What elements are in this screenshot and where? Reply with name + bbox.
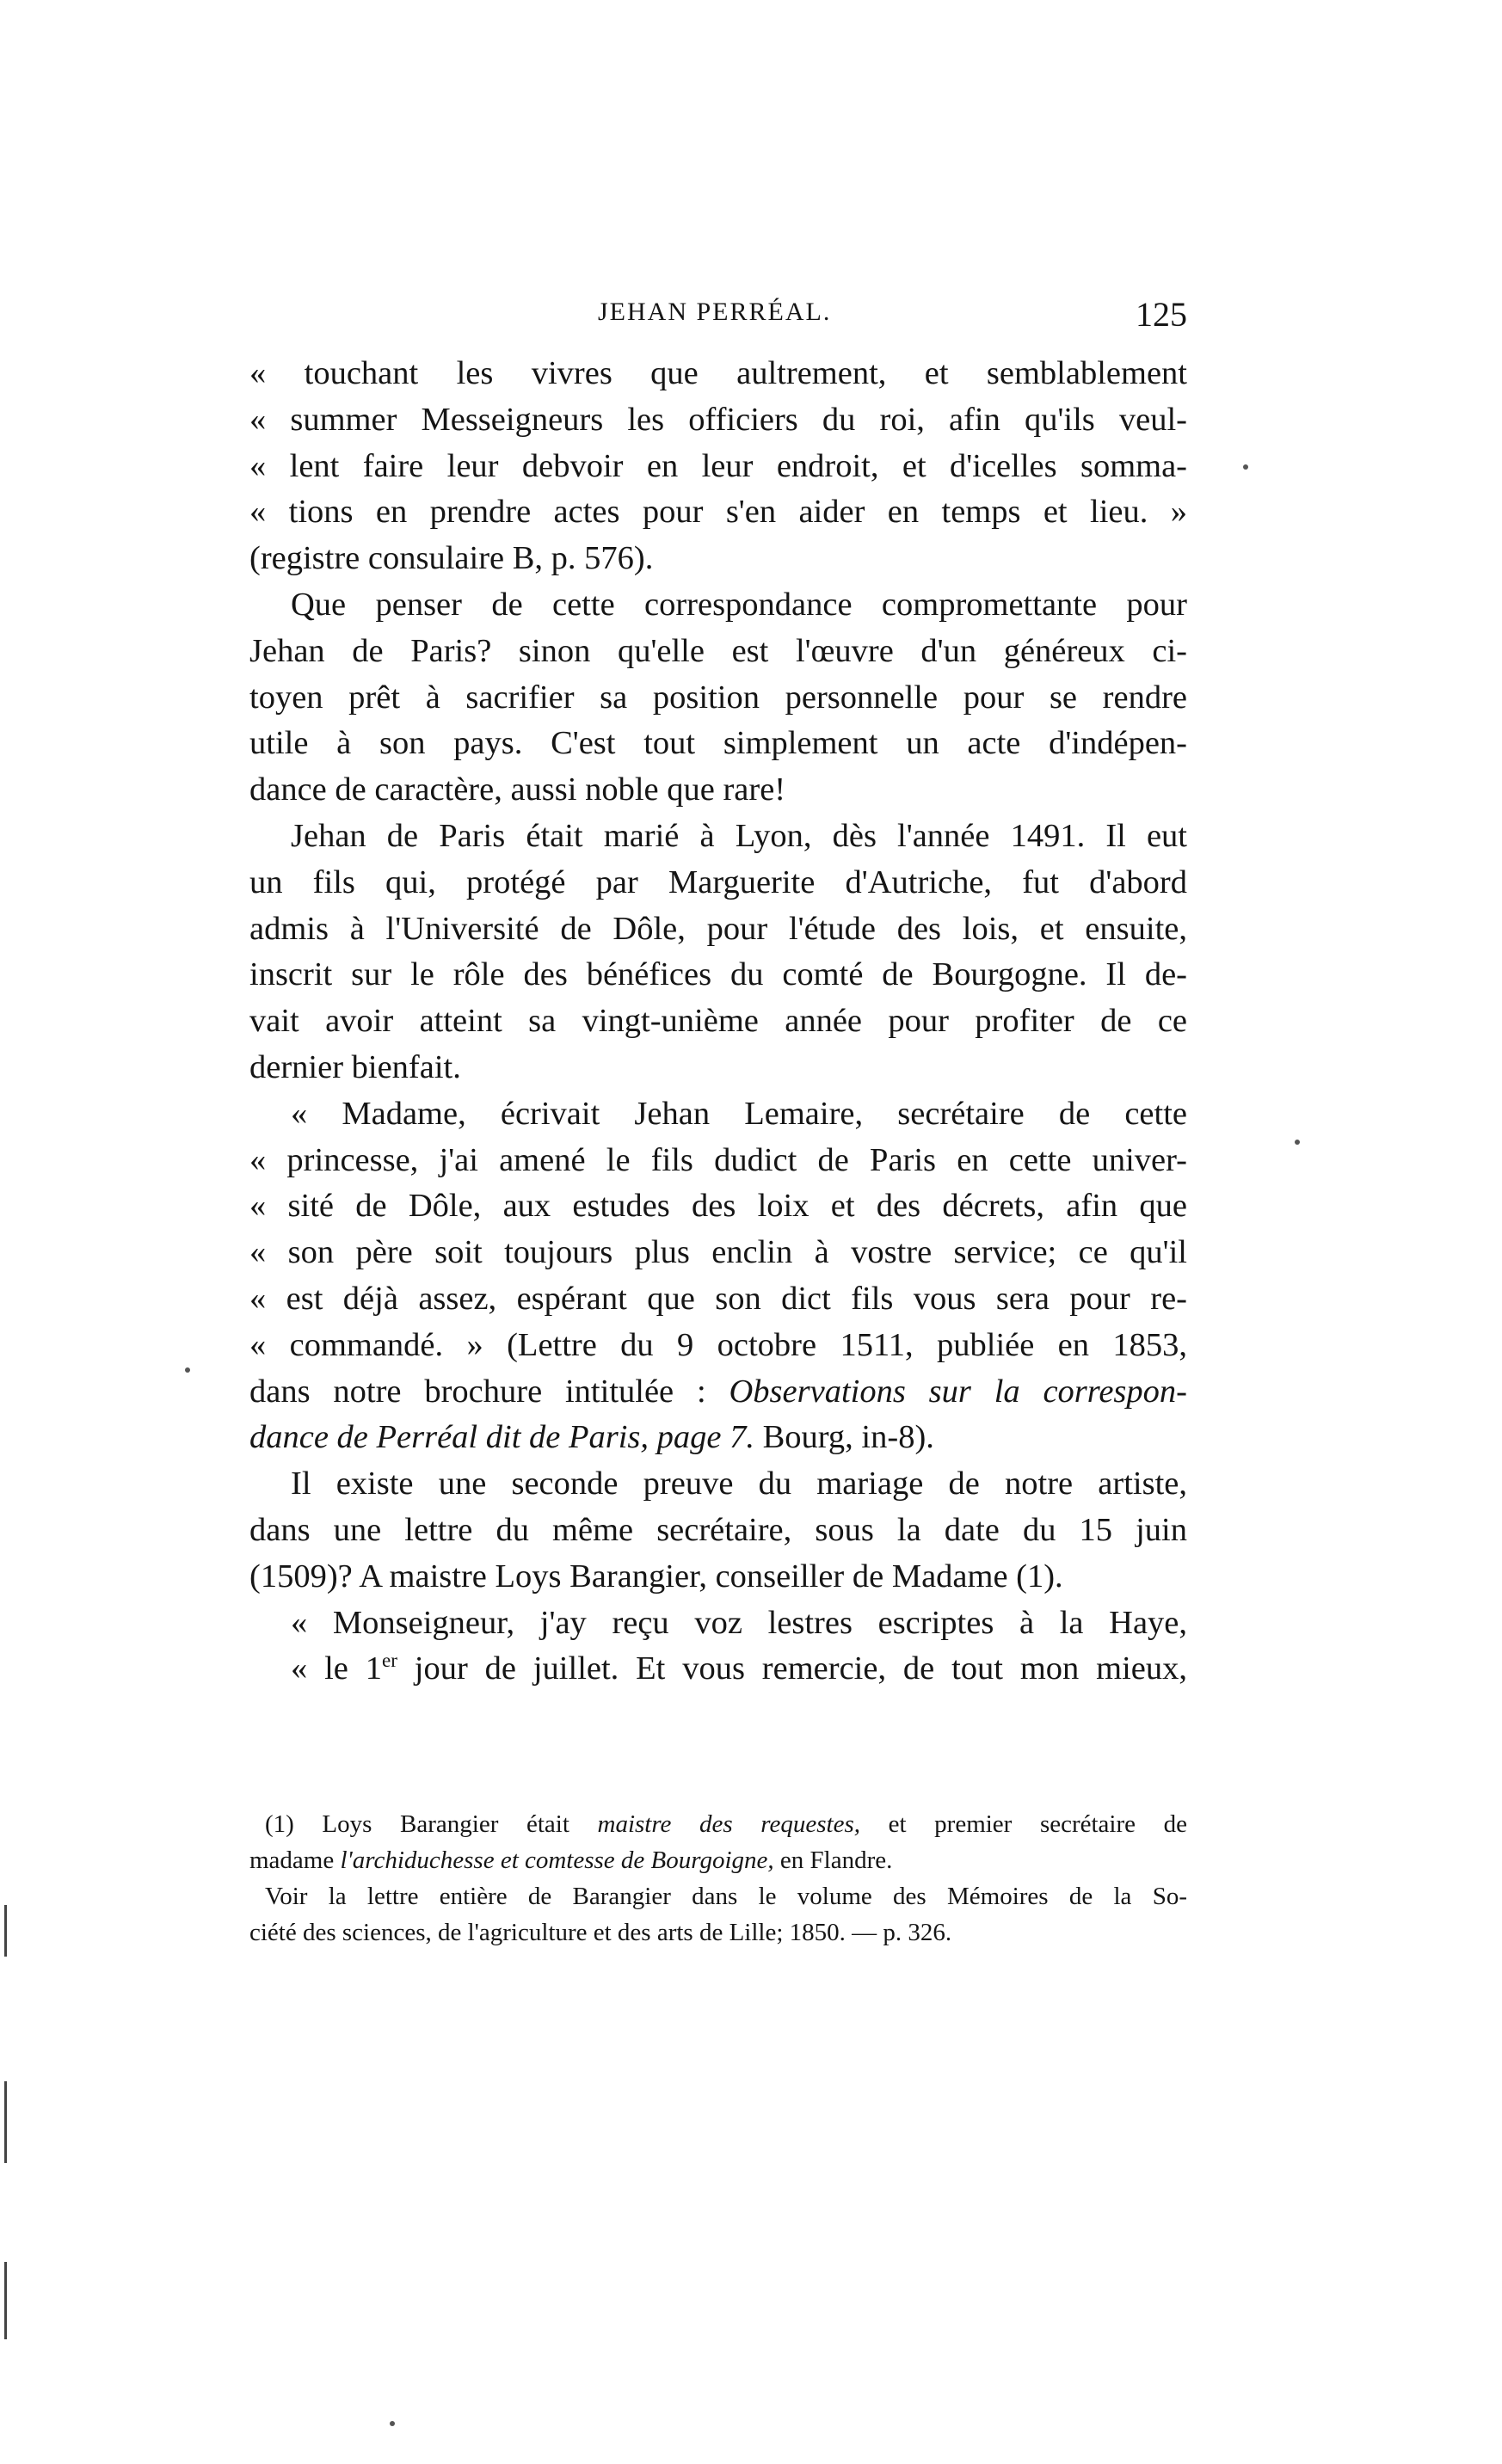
text-line: (registre consulaire B, p. 576).: [249, 540, 654, 577]
text-line: « sité de Dôle, aux estudes des loix et des décrets, afin que: [249, 1188, 1187, 1225]
footnote-line: ciété des sciences, de l'agriculture et des arts de Lille; 1850. — p. 326.: [249, 1919, 952, 1946]
page-number: 125: [1136, 295, 1187, 334]
text-line: « touchant les vivres que aultrement, et semblablement: [249, 355, 1187, 391]
text-run: (1) Loys Barangier était: [265, 1810, 598, 1838]
scan-speck: [185, 1367, 190, 1373]
scan-margin-mark: [4, 1905, 7, 1957]
text-line: « princesse, j'ai amené le fils dudict de Paris en cette univer-: [249, 1141, 1187, 1178]
text-line: un fils qui, protégé par Marguerite d'Autriche, fut d'abord: [249, 863, 1187, 900]
scan-speck: [1243, 464, 1248, 470]
running-head: [249, 294, 1187, 337]
text-line: « tions en prendre actes pour s'en aider en temps et lieu. »: [249, 494, 1187, 531]
footnote-line: [249, 1806, 1187, 1842]
text-line: dernier bienfait.: [249, 1048, 461, 1085]
text-line: dans une lettre du même secrétaire, sous la date du 15 juin: [249, 1511, 1187, 1548]
text-line: [249, 1415, 1187, 1461]
scan-margin-mark: [4, 2081, 7, 2163]
body-text: [249, 351, 1187, 1693]
scan-speck: [1295, 1140, 1300, 1145]
superscript: er: [382, 1649, 397, 1672]
text-line: [249, 1369, 1187, 1416]
text-line: [249, 1646, 1187, 1693]
text-line: Jehan de Paris était marié à Lyon, dès l'année 1491. Il eut: [291, 817, 1187, 854]
text-line: (1509)? A maistre Loys Barangier, conseiller de Madame (1).: [249, 1558, 1063, 1595]
text-run: dans notre brochure intitulée :: [249, 1373, 729, 1410]
text-line: « Monseigneur, j'ay reçu voz lestres escriptes à la Haye,: [291, 1604, 1187, 1641]
scan-margin-mark: [4, 2262, 7, 2339]
italic-run: l'archiduchesse et comtesse de Bourgoigne,: [340, 1846, 774, 1874]
text-line: inscrit sur le rôle des bénéfices du comté de Bourgogne. Il de-: [249, 956, 1187, 993]
italic-run: maistre des requestes,: [597, 1810, 861, 1838]
text-line: vait avoir atteint sa vingt-unième année pour profiter de ce: [249, 1003, 1187, 1040]
footnotes: [249, 1806, 1187, 1951]
text-line: Il existe une seconde preuve du mariage de notre artiste,: [291, 1465, 1187, 1502]
text-run: jour de juillet. Et vous remercie, de tout mon mieux,: [397, 1650, 1187, 1687]
text-line: « commandé. » (Lettre du 9 octobre 1511, publiée en 1853,: [249, 1326, 1187, 1363]
text-line: utile à son pays. C'est tout simplement un acte d'indépen-: [249, 725, 1187, 762]
text-line: dance de caractère, aussi noble que rare!: [249, 771, 786, 808]
text-run: madame: [249, 1846, 341, 1874]
footnote-line: [249, 1842, 1187, 1878]
text-line: « son père soit toujours plus enclin à vostre service; ce qu'il: [249, 1234, 1187, 1271]
text-line: « summer Messeigneurs les officiers du roi, afin qu'ils veul-: [249, 401, 1187, 438]
text-run: et premier secrétaire de: [860, 1810, 1187, 1838]
text-line: « lent faire leur debvoir en leur endroit, et d'icelles somma-: [249, 447, 1187, 484]
text-line: Jehan de Paris? sinon qu'elle est l'œuvre d'un généreux ci-: [249, 632, 1187, 669]
text-run: Bourg, in-8).: [754, 1419, 934, 1456]
text-line: « Madame, écrivait Jehan Lemaire, secrétaire de cette: [291, 1095, 1187, 1132]
scan-speck: [390, 2421, 395, 2426]
text-line: « est déjà assez, espérant que son dict fils vous sera pour re-: [249, 1280, 1187, 1317]
footnote-line: Voir la lettre entière de Barangier dans le volume des Mémoires de la So-: [265, 1883, 1187, 1910]
running-title: JEHAN PERRÉAL.: [598, 298, 832, 326]
text-line: Que penser de cette correspondance compromettante pour: [291, 586, 1187, 623]
italic-title-run: dance de Perréal dit de Paris, page 7.: [249, 1419, 754, 1456]
text-line: toyen prêt à sacrifier sa position personnelle pour se rendre: [249, 679, 1187, 716]
text-line: admis à l'Université de Dôle, pour l'étude des lois, et ensuite,: [249, 910, 1187, 947]
text-run: « le 1: [291, 1650, 382, 1687]
text-run: en Flandre.: [773, 1846, 893, 1874]
italic-title-run: Observations sur la correspon-: [729, 1373, 1187, 1410]
